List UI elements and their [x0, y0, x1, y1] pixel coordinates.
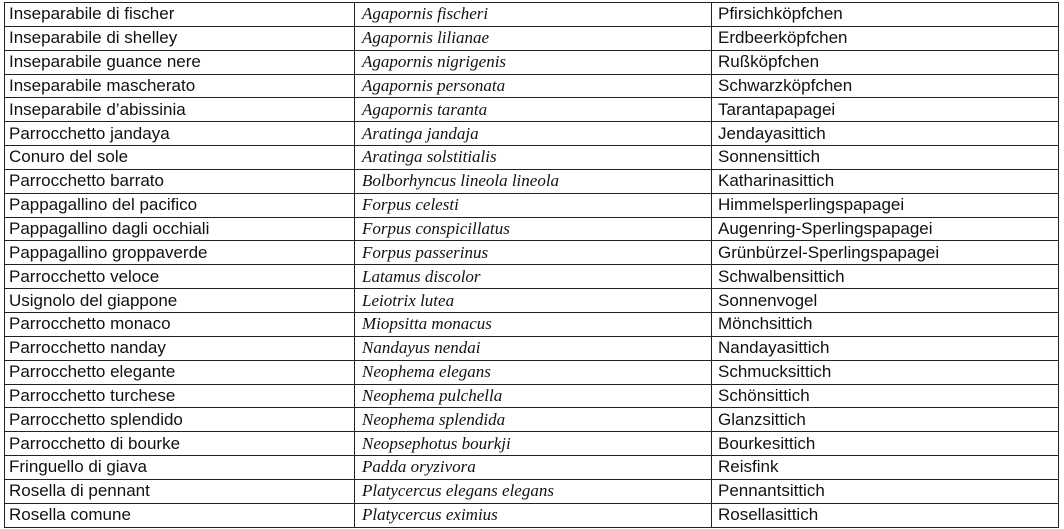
italian-name-cell: Inseparabile mascherato — [5, 74, 355, 98]
latin-name-cell: Forpus celesti — [355, 193, 712, 217]
italian-name-cell: Parrocchetto veloce — [5, 265, 355, 289]
species-name-table — [4, 2, 1059, 528]
german-name-cell: Himmelsperlingspapagei — [712, 193, 1059, 217]
table-row — [5, 312, 1059, 336]
italian-name-cell: Usignolo del giappone — [5, 289, 355, 313]
table-row — [5, 169, 1059, 193]
german-name-cell: Pfirsichköpfchen — [712, 3, 1059, 27]
latin-name-cell: Agapornis lilianae — [355, 26, 712, 50]
table-row — [5, 74, 1059, 98]
german-name-cell: Reisfink — [712, 456, 1059, 480]
german-name-cell: Nandayasittich — [712, 336, 1059, 360]
german-name-cell: Tarantapapagei — [712, 98, 1059, 122]
latin-name-cell: Aratinga jandaja — [355, 122, 712, 146]
italian-name-cell: Inseparabile d’abissinia — [5, 98, 355, 122]
latin-name-cell: Platycercus elegans elegans — [355, 479, 712, 503]
italian-name-cell: Parrocchetto nanday — [5, 336, 355, 360]
italian-name-cell: Inseparabile di fischer — [5, 3, 355, 27]
italian-name-cell: Pappagallino del pacifico — [5, 193, 355, 217]
latin-name-cell: Aratinga solstitialis — [355, 146, 712, 170]
latin-name-cell: Neophema elegans — [355, 360, 712, 384]
italian-name-cell: Inseparabile guance nere — [5, 50, 355, 74]
german-name-cell: Rosellasittich — [712, 503, 1059, 527]
latin-name-cell: Nandayus nendai — [355, 336, 712, 360]
german-name-cell: Sonnensittich — [712, 146, 1059, 170]
latin-name-cell: Neophema splendida — [355, 408, 712, 432]
table-row — [5, 146, 1059, 170]
table-row — [5, 432, 1059, 456]
german-name-cell: Rußköpfchen — [712, 50, 1059, 74]
table-row — [5, 384, 1059, 408]
italian-name-cell: Rosella di pennant — [5, 479, 355, 503]
italian-name-cell: Parrocchetto turchese — [5, 384, 355, 408]
latin-name-cell: Neophema pulchella — [355, 384, 712, 408]
italian-name-cell: Parrocchetto monaco — [5, 312, 355, 336]
table-row — [5, 503, 1059, 527]
table-row — [5, 336, 1059, 360]
italian-name-cell: Parrocchetto elegante — [5, 360, 355, 384]
table-row — [5, 289, 1059, 313]
german-name-cell: Sonnenvogel — [712, 289, 1059, 313]
german-name-cell: Katharinasittich — [712, 169, 1059, 193]
italian-name-cell: Conuro del sole — [5, 146, 355, 170]
italian-name-cell: Pappagallino dagli occhiali — [5, 217, 355, 241]
table-row — [5, 98, 1059, 122]
italian-name-cell: Pappagallino groppaverde — [5, 241, 355, 265]
latin-name-cell: Latamus discolor — [355, 265, 712, 289]
german-name-cell: Schwalbensittich — [712, 265, 1059, 289]
latin-name-cell: Forpus passerinus — [355, 241, 712, 265]
german-name-cell: Mönchsittich — [712, 312, 1059, 336]
table-row — [5, 265, 1059, 289]
latin-name-cell: Leiotrix lutea — [355, 289, 712, 313]
italian-name-cell: Parrocchetto jandaya — [5, 122, 355, 146]
latin-name-cell: Agapornis nigrigenis — [355, 50, 712, 74]
italian-name-cell: Inseparabile di shelley — [5, 26, 355, 50]
table-row — [5, 122, 1059, 146]
latin-name-cell: Platycercus eximius — [355, 503, 712, 527]
german-name-cell: Schönsittich — [712, 384, 1059, 408]
latin-name-cell: Padda oryzivora — [355, 456, 712, 480]
latin-name-cell: Agapornis fischeri — [355, 3, 712, 27]
german-name-cell: Glanzsittich — [712, 408, 1059, 432]
table-row — [5, 26, 1059, 50]
table-row — [5, 456, 1059, 480]
italian-name-cell: Parrocchetto barrato — [5, 169, 355, 193]
latin-name-cell: Forpus conspicillatus — [355, 217, 712, 241]
german-name-cell: Erdbeerköpfchen — [712, 26, 1059, 50]
german-name-cell: Grünbürzel-Sperlingspapagei — [712, 241, 1059, 265]
italian-name-cell: Fringuello di giava — [5, 456, 355, 480]
german-name-cell: Pennantsittich — [712, 479, 1059, 503]
italian-name-cell: Parrocchetto di bourke — [5, 432, 355, 456]
german-name-cell: Bourkesittich — [712, 432, 1059, 456]
table-row — [5, 193, 1059, 217]
species-table-body — [5, 3, 1059, 528]
table-row — [5, 479, 1059, 503]
latin-name-cell: Agapornis personata — [355, 74, 712, 98]
german-name-cell: Jendayasittich — [712, 122, 1059, 146]
german-name-cell: Augenring-Sperlingspapagei — [712, 217, 1059, 241]
german-name-cell: Schwarzköpfchen — [712, 74, 1059, 98]
table-row — [5, 217, 1059, 241]
latin-name-cell: Miopsitta monacus — [355, 312, 712, 336]
table-row — [5, 408, 1059, 432]
table-row — [5, 50, 1059, 74]
italian-name-cell: Parrocchetto splendido — [5, 408, 355, 432]
table-row — [5, 241, 1059, 265]
german-name-cell: Schmucksittich — [712, 360, 1059, 384]
latin-name-cell: Agapornis taranta — [355, 98, 712, 122]
italian-name-cell: Rosella comune — [5, 503, 355, 527]
latin-name-cell: Neopsephotus bourkji — [355, 432, 712, 456]
latin-name-cell: Bolborhyncus lineola lineola — [355, 169, 712, 193]
table-row — [5, 360, 1059, 384]
table-row — [5, 3, 1059, 27]
